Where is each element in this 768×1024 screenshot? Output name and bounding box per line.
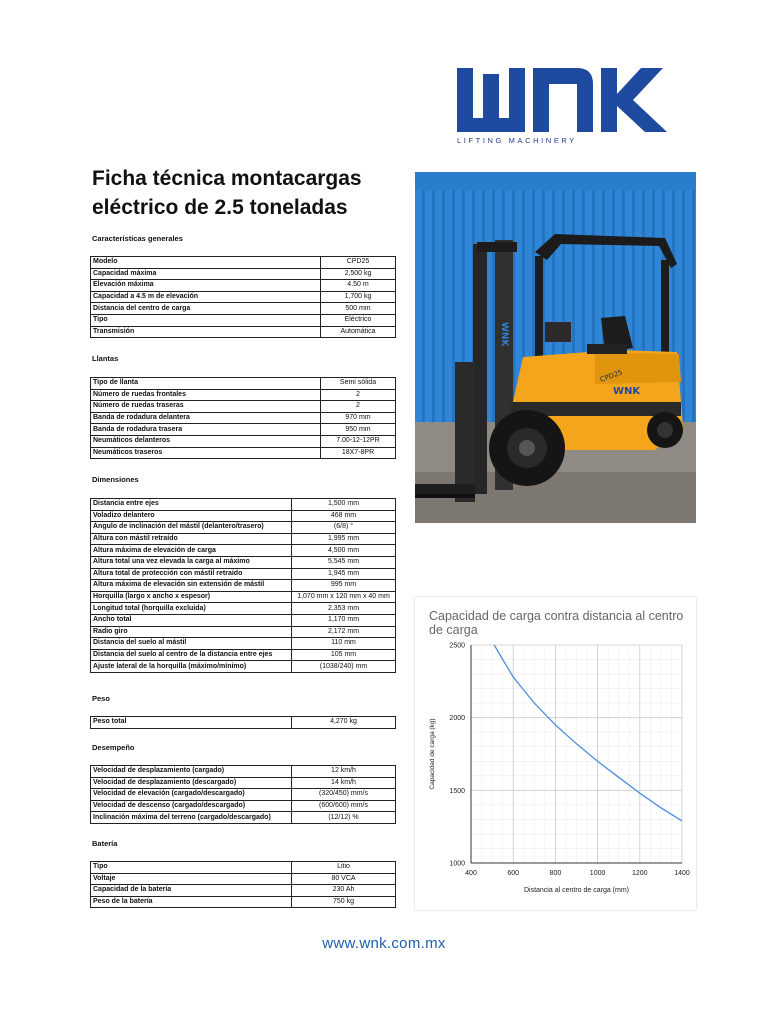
table-row: [91, 303, 396, 315]
table-row: [91, 812, 396, 824]
spec-value: 2,353 mm: [292, 603, 396, 615]
chart-title: Capacidad de carga contra distancia al centro de carga: [429, 609, 684, 637]
spec-value: 5,545 mm: [292, 556, 396, 568]
table-row: [91, 649, 396, 661]
wnk-logo-mark: [457, 68, 672, 132]
spec-value: 14 km/h: [292, 777, 396, 789]
table-row: [91, 510, 396, 522]
spec-value: 18X7-8PR: [321, 447, 396, 459]
forklift-photo: [415, 172, 696, 523]
table-row: [91, 873, 396, 885]
spec-label: Capacidad a 4.5 m de elevación: [91, 291, 321, 303]
spec-label: Neumáticos delanteros: [91, 435, 321, 447]
spec-label: Tipo: [91, 862, 292, 874]
table-row: [91, 401, 396, 413]
spec-label: Horquilla (largo x ancho x espesor): [91, 591, 292, 603]
table-row: [91, 896, 396, 908]
spec-value: 970 mm: [321, 412, 396, 424]
spec-value: 2,172 mm: [292, 626, 396, 638]
spec-label: Ajuste lateral de la horquilla (máximo/mínimo): [91, 661, 292, 673]
spec-label: Inclinación máxima del terreno (cargado/descargado): [91, 812, 292, 824]
y-tick-label: 1500: [449, 787, 465, 795]
spec-label: Tipo de llanta: [91, 378, 321, 390]
spec-label: Voladizo delantero: [91, 510, 292, 522]
spec-value: 230 Ah: [292, 885, 396, 897]
table-row: [91, 777, 396, 789]
spec-value: 950 mm: [321, 424, 396, 436]
table-row: [91, 280, 396, 292]
y-tick-label: 2000: [449, 715, 465, 723]
spec-label: Peso total: [91, 717, 292, 729]
spec-value: (6/8) °: [292, 522, 396, 534]
table-row: [91, 314, 396, 326]
table-row: [91, 789, 396, 801]
spec-label: Modelo: [91, 257, 321, 269]
spec-value: CPD25: [321, 257, 396, 269]
spec-label: Velocidad de desplazamiento (descargado): [91, 777, 292, 789]
spec-label: Ancho total: [91, 614, 292, 626]
spec-label: Capacidad máxima: [91, 268, 321, 280]
spec-value: (12/12) %: [292, 812, 396, 824]
spec-label: Banda de rodadura delantera: [91, 412, 321, 424]
table-row: [91, 885, 396, 897]
spec-value: 2: [321, 401, 396, 413]
spec-label: Voltaje: [91, 873, 292, 885]
table-row: [91, 556, 396, 568]
spec-value: 1,700 kg: [321, 291, 396, 303]
table-row: [91, 533, 396, 545]
table-desempeno: [90, 765, 396, 824]
spec-value: Semi sólida: [321, 378, 396, 390]
series-line: [494, 645, 682, 821]
table-row: [91, 326, 396, 338]
y-tick-label: 1000: [449, 860, 465, 868]
table-bateria: [90, 861, 396, 908]
forklift-brand-label: WNK: [613, 386, 641, 397]
table-row: [91, 522, 396, 534]
mast-brand-label: WNK: [499, 322, 509, 347]
table-row: [91, 661, 396, 673]
table-row: [91, 580, 396, 592]
table-row: [91, 591, 396, 603]
spec-label: Elevación máxima: [91, 280, 321, 292]
spec-label: Ángulo de inclinación del mástil (delantero/trasero): [91, 522, 292, 534]
spec-label: Número de ruedas traseras: [91, 401, 321, 413]
spec-value: 105 mm: [292, 649, 396, 661]
section-title-bateria: Batería: [92, 839, 118, 848]
table-row: [91, 626, 396, 638]
spec-value: (1038/240) mm: [292, 661, 396, 673]
table-row: [91, 499, 396, 511]
table-row: [91, 268, 396, 280]
x-tick-label: 1200: [632, 870, 648, 877]
table-row: [91, 424, 396, 436]
spec-value: 110 mm: [292, 638, 396, 650]
table-row: [91, 389, 396, 401]
spec-label: Distancia del suelo al centro de la distancia entre ejes: [91, 649, 292, 661]
page-title: Ficha técnica montacargas eléctrico de 2.5 toneladas: [92, 167, 362, 219]
spec-value: 80 VCA: [292, 873, 396, 885]
spec-value: 12 km/h: [292, 766, 396, 778]
spec-label: Neumáticos traseros: [91, 447, 321, 459]
spec-label: Radio giro: [91, 626, 292, 638]
table-dimensiones: [90, 498, 396, 673]
spec-label: Distancia entre ejes: [91, 499, 292, 511]
table-row: [91, 766, 396, 778]
table-row: [91, 603, 396, 615]
spec-label: Transmisión: [91, 326, 321, 338]
table-row: [91, 568, 396, 580]
forklift-illustration: [415, 172, 696, 523]
spec-label: Altura máxima de elevación de carga: [91, 545, 292, 557]
spec-label: Altura máxima de elevación sin extensión de mástil: [91, 580, 292, 592]
table-row: [91, 291, 396, 303]
x-axis-label: Distancia al centro de carga (mm): [523, 887, 630, 894]
table-row: [91, 800, 396, 812]
spec-value: 1,995 mm: [292, 533, 396, 545]
table-row: [91, 614, 396, 626]
forklift-model-label: CPD25: [598, 368, 624, 384]
spec-label: Distancia del centro de carga: [91, 303, 321, 315]
x-tick-label: 1000: [589, 870, 606, 877]
section-title-peso: Peso: [92, 694, 110, 703]
table-row: [91, 257, 396, 269]
spec-value: 500 mm: [321, 303, 396, 315]
section-title-dimensiones: Dimensiones: [92, 475, 139, 484]
spec-label: Peso de la batería: [91, 896, 292, 908]
spec-label: Altura con mástil retraído: [91, 533, 292, 545]
footer-url[interactable]: www.wnk.com.mx: [322, 935, 446, 952]
spec-value: 1,500 mm: [292, 499, 396, 511]
section-title-llantas: Llantas: [92, 354, 119, 363]
spec-label: Tipo: [91, 314, 321, 326]
spec-label: Velocidad de descenso (cargado/descargado): [91, 800, 292, 812]
spec-value: 2,500 kg: [321, 268, 396, 280]
load-chart: [415, 597, 696, 910]
table-row: [91, 717, 396, 729]
spec-value: 2: [321, 389, 396, 401]
spec-value: Automática: [321, 326, 396, 338]
spec-label: Altura total una vez elevada la carga al máximo: [91, 556, 292, 568]
section-title-generales: Características generales: [92, 234, 183, 243]
spec-label: Longitud total (horquilla excluida): [91, 603, 292, 615]
spec-label: Capacidad de la batería: [91, 885, 292, 897]
spec-value: 4.50 m: [321, 280, 396, 292]
table-row: [91, 638, 396, 650]
table-peso: [90, 716, 396, 729]
table-row: [91, 378, 396, 390]
table-row: [91, 412, 396, 424]
spec-value: 7.00-12-12PR: [321, 435, 396, 447]
spec-label: Velocidad de desplazamiento (cargado): [91, 766, 292, 778]
spec-value: (320/450) mm/s: [292, 789, 396, 801]
chart-plot: [415, 597, 696, 910]
spec-value: 468 mm: [292, 510, 396, 522]
table-row: [91, 545, 396, 557]
y-axis-label: Capacidad de carga (kg): [429, 718, 436, 790]
spec-value: 4,500 mm: [292, 545, 396, 557]
x-tick-label: 800: [549, 870, 562, 877]
brand-tagline: LIFTING MACHINERY: [457, 136, 577, 145]
x-tick-label: 600: [507, 870, 520, 877]
spec-value: 1,170 mm: [292, 614, 396, 626]
table-row: [91, 447, 396, 459]
spec-value: 995 mm: [292, 580, 396, 592]
x-tick-label: 400: [465, 870, 477, 877]
spec-value: Eléctrico: [321, 314, 396, 326]
table-generales: [90, 256, 396, 338]
spec-value: 750 kg: [292, 896, 396, 908]
table-llantas: [90, 377, 396, 459]
spec-label: Distancia del suelo al mástil: [91, 638, 292, 650]
spec-label: Número de ruedas frontales: [91, 389, 321, 401]
spec-value: 1,070 mm x 120 mm x 40 mm: [292, 591, 396, 603]
spec-value: (600/600) mm/s: [292, 800, 396, 812]
spec-label: Altura total de protección con mástil retraído: [91, 568, 292, 580]
table-row: [91, 435, 396, 447]
x-tick-label: 1400: [674, 870, 690, 877]
y-tick-label: 2500: [449, 642, 465, 650]
spec-value: Litio: [292, 862, 396, 874]
spec-value: 4,270 kg: [292, 717, 396, 729]
section-title-desempeno: Desempeño: [92, 743, 135, 752]
spec-value: 1,945 mm: [292, 568, 396, 580]
table-row: [91, 862, 396, 874]
spec-label: Banda de rodadura trasera: [91, 424, 321, 436]
spec-label: Velocidad de elevación (cargado/descargado): [91, 789, 292, 801]
